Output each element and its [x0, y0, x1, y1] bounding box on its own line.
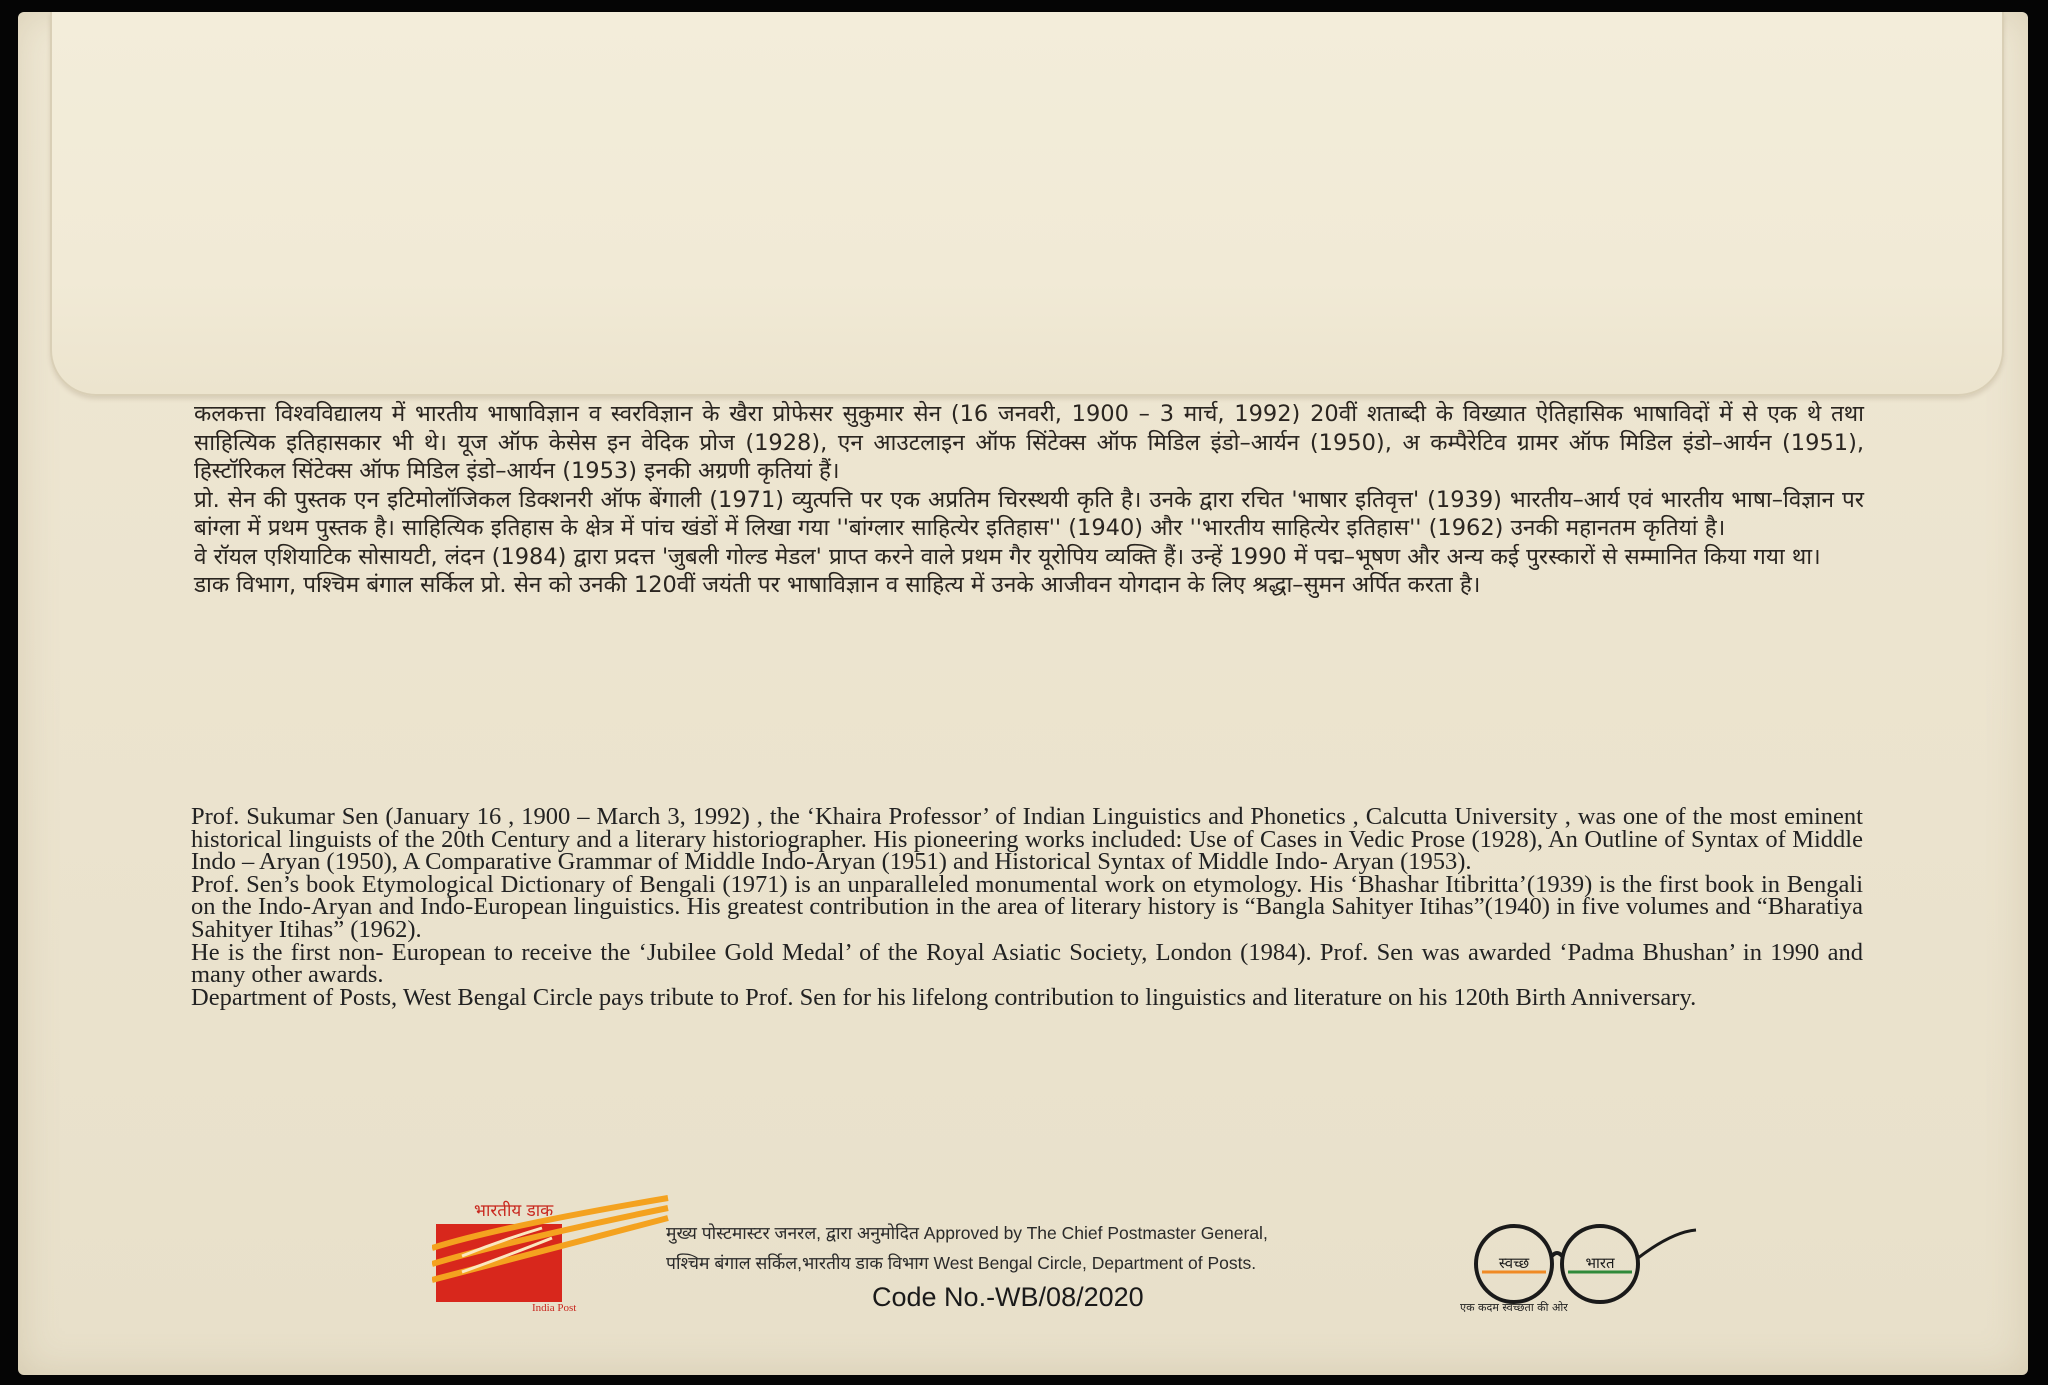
swachh-right-label: भारत [1585, 1254, 1615, 1272]
hindi-paragraph-2: प्रो. सेन की पुस्तक एन इटिमोलॉजिकल डिक्शनरी ऑफ बेंगाली (1971) व्युत्पत्ति पर एक अप्रतिम चिरस्थयी कृति है। उनके द्वारा रचित 'भाषार इतिवृत्त' (1939) भारतीय–आर्य एवं भारतीय भाषा–विज्ञान पर बांग्ला में प्रथम पुस्तक है। साहित्यिक इतिहास के क्षेत्र में पांच खंडों में लिखा गया ''बांग्लार साहित्येर इतिहास'' (1940) और ''भारतीय साहित्येर इतिहास'' (1962) उनकी महानतम कृतियां है। [194, 486, 1864, 541]
approval-line-1: मुख्य पोस्टमास्टर जनरल, द्वारा अनुमोदित Approved by The Chief Postmaster General, [666, 1223, 1268, 1243]
english-paragraph-3: He is the first non- European to receive the ‘Jubilee Gold Medal’ of the Royal Asiatic Society, London (1984). Prof. Sen was awarded ‘Padma Bhushan’ in 1990 and many other awards. [191, 938, 1863, 989]
hindi-description [194, 400, 1864, 600]
approval-note [666, 1218, 1268, 1278]
envelope-flap [50, 12, 2004, 396]
english-paragraph-2: Prof. Sen’s book Etymological Dictionary of Bengali (1971) is an unparalleled monumental work on etymology. His ‘Bhashar Itibritta’(1939) is the first book in Bengali on the Indo-Aryan and Indo-European linguistics. His greatest contribution in the area of literary history is “Bangla Sahityer Itihas”(1940) in five volumes and “Bharatiya Sahityer Itihas” (1962). [191, 870, 1863, 943]
india-post-logo [432, 1190, 672, 1314]
code-number: Code No.-WB/08/2020 [872, 1282, 1144, 1312]
swachh-left-label: स्वच्छ [1498, 1254, 1530, 1272]
english-description [191, 803, 1863, 1011]
swachh-tagline: एक कदम स्वच्छता की ओर [1460, 1301, 1568, 1314]
hindi-paragraph-3: वे रॉयल एशियाटिक सोसायटी, लंदन (1984) द्वारा प्रदत्त 'जुबली गोल्ड मेडल' प्राप्त करने वाले प्रथम गैर यूरोपिय व्यक्ति हैं। उन्हें 1990 में पद्म–भूषण और अन्य कई पुरस्कारों से सम्मानित किया गया था। [194, 543, 1821, 570]
english-paragraph-4: Department of Posts, West Bengal Circle pays tribute to Prof. Sen for his lifelong contribution to linguistics and literature on his 120th Birth Anniversary. [191, 983, 1697, 1011]
approval-line-2: पश्चिम बंगाल सर्किल,भारतीय डाक विभाग West Bengal Circle, Department of Posts. [666, 1253, 1257, 1273]
india-post-emblem-icon [432, 1190, 672, 1310]
india-post-logo-english: India Post [532, 1302, 577, 1314]
english-paragraph-1: Prof. Sukumar Sen (January 16 , 1900 – March 3, 1992) , the ‘Khaira Professor’ of Indian Linguistics and Phonetics , Calcutta University , was one of the most eminent historical linguists of the 20th Century and a literary historiographer. His pioneering works included: Use of Cases in Vedic Prose (1928), An Outline of Syntax of Middle Indo – Aryan (1950), A Comparative Grammar of Middle Indo-Aryan (1951) and Historical Syntax of Middle Indo- Aryan (1953). [191, 803, 1863, 876]
hindi-paragraph-1: कलकत्ता विश्वविद्यालय में भारतीय भाषाविज्ञान व स्वरविज्ञान के खैरा प्रोफेसर सुकुमार सेन (16 जनवरी, 1900 – 3 मार्च, 1992) 20वीं शताब्दी के विख्यात ऐतिहासिक भाषाविदों में से एक थे तथा साहित्यिक इतिहासकार भी थे। यूज ऑफ केसेस इन वेदिक प्रोज (1928), एन आउटलाइन ऑफ सिंटेक्स ऑफ मिडिल इंडो–आर्यन (1950), अ कम्पैरेटिव ग्रामर ऑफ मिडिल इंडो–आर्यन (1951), हिस्टॉरिकल सिंटेक्स ऑफ मिडिल इंडो–आर्यन (1953) इनकी अग्रणी कृतियां हैं। [194, 401, 1864, 484]
india-post-logo-hindi: भारतीय डाक [474, 1201, 554, 1221]
hindi-paragraph-4: डाक विभाग, पश्चिम बंगाल सर्किल प्रो. सेन को उनकी 120वीं जयंती पर भाषाविज्ञान व साहित्य में उनके आजीवन योगदान के लिए श्रद्धा–सुमन अर्पित करता है। [194, 572, 1481, 598]
